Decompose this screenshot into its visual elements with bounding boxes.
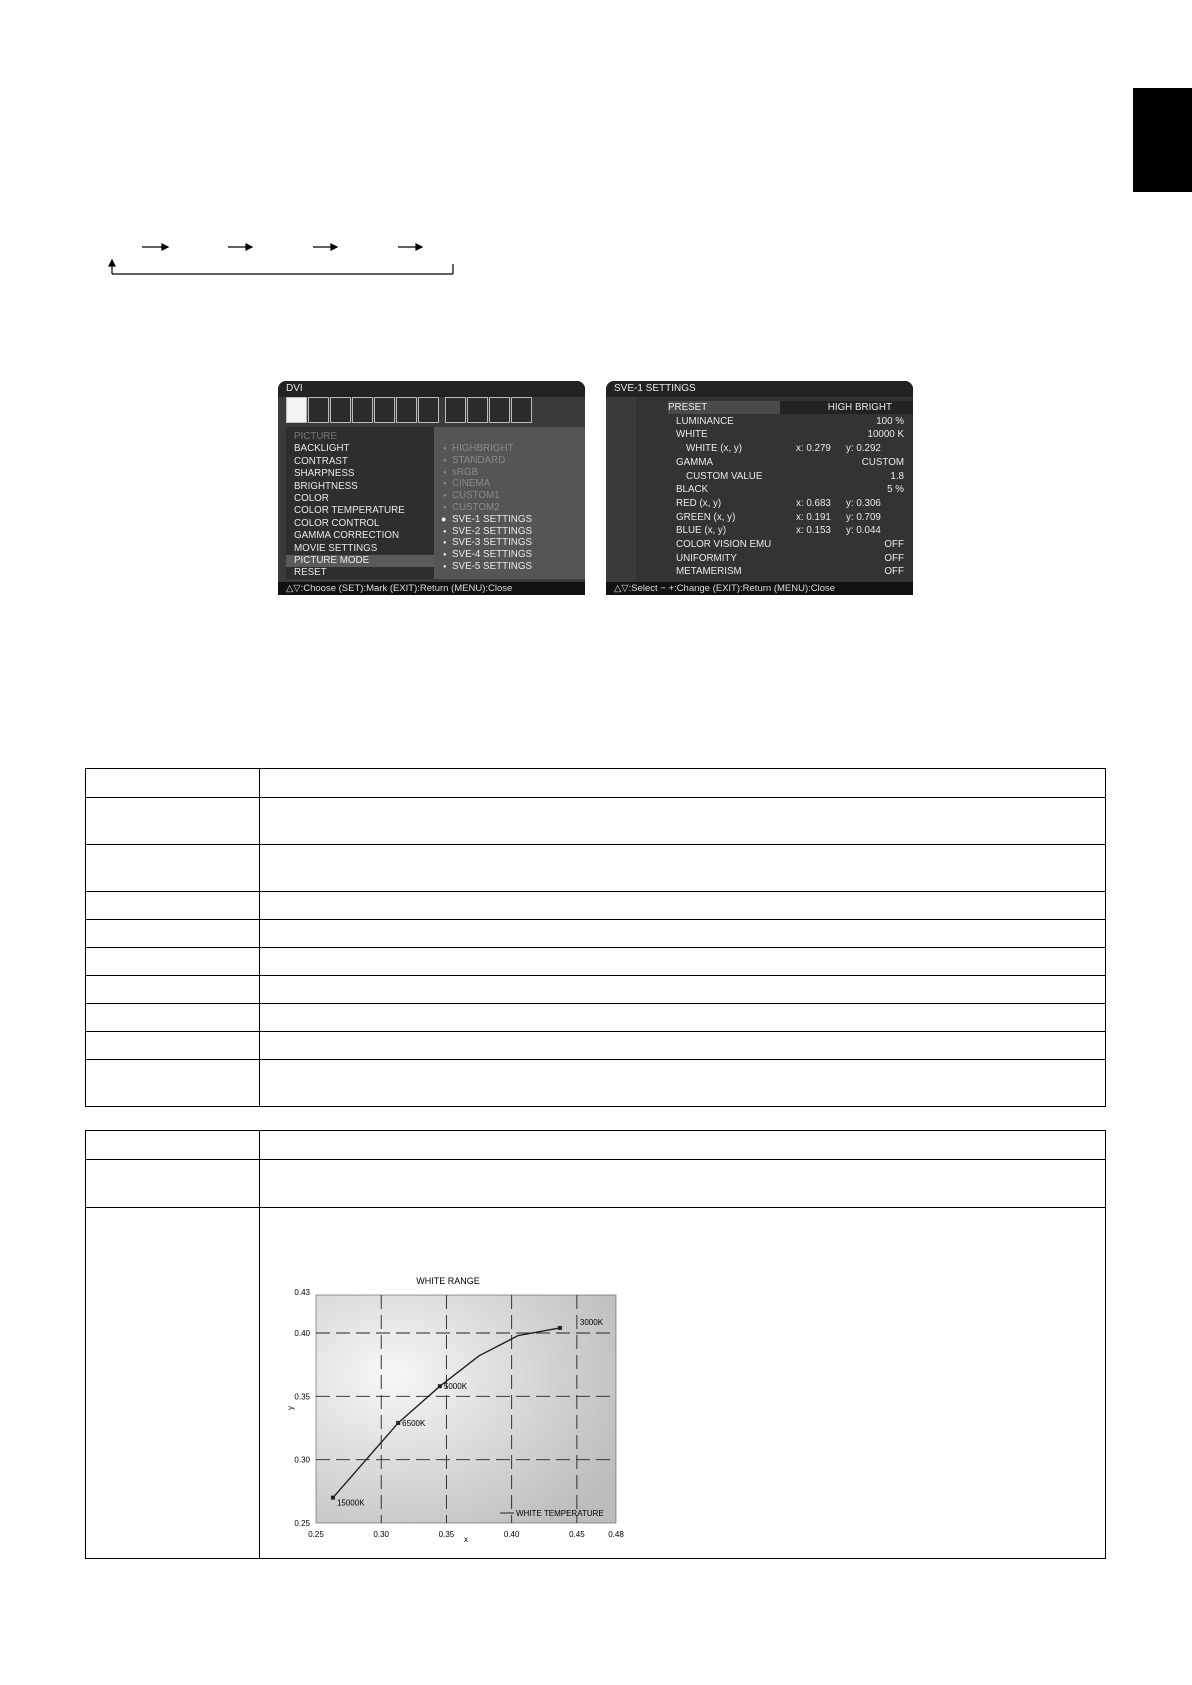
- temperature-marker: [438, 1384, 442, 1388]
- settings-y-value: y: 0.306: [846, 497, 881, 509]
- menu-item[interactable]: BACKLIGHT: [294, 443, 350, 455]
- osd-help-footer: △▽:Choose (SET):Mark (EXIT):Return (MENU):Close: [278, 582, 585, 595]
- settings-row[interactable]: [676, 442, 913, 455]
- menu-item[interactable]: BRIGHTNESS: [294, 480, 358, 492]
- settings-label: WHITE: [676, 429, 708, 441]
- picture-tab-icon[interactable]: [286, 397, 307, 423]
- menu-tab-icon[interactable]: [308, 397, 329, 423]
- settings-row[interactable]: [676, 565, 913, 578]
- settings-label: UNIFORMITY: [676, 552, 737, 564]
- settings-label: GAMMA: [676, 456, 714, 468]
- table-cell: [86, 976, 260, 1004]
- menu-tab-icon[interactable]: [489, 397, 510, 423]
- plot-area: [316, 1295, 616, 1523]
- settings-x-value: x: 0.279: [796, 443, 831, 455]
- submenu-item[interactable]: ● CINEMA: [452, 478, 490, 490]
- table-cell: [86, 845, 260, 892]
- temperature-marker: [396, 1421, 400, 1425]
- x-tick-label: 0.25: [308, 1530, 324, 1539]
- osd-settings-title: SVE-1 SETTINGS: [606, 381, 913, 397]
- settings-value: 5 %: [887, 484, 904, 496]
- menu-tab-icon[interactable]: [352, 397, 373, 423]
- menu-item[interactable]: GAMMA CORRECTION: [294, 530, 400, 542]
- menu-tab-icon[interactable]: [330, 397, 351, 423]
- settings-value: 10000 K: [867, 429, 904, 441]
- settings-row[interactable]: [676, 456, 913, 469]
- settings-row[interactable]: [676, 524, 913, 537]
- menu-item[interactable]: COLOR CONTROL: [294, 517, 380, 529]
- settings-list: [636, 397, 913, 582]
- submenu-item[interactable]: ● CUSTOM2: [452, 502, 500, 514]
- settings-value: HIGH BRIGHT: [827, 402, 892, 413]
- y-tick-label: 0.25: [294, 1519, 310, 1528]
- settings-row[interactable]: [676, 470, 913, 483]
- settings-row[interactable]: [676, 497, 913, 510]
- white-range-chart: [284, 1270, 644, 1545]
- menu-tab-icon[interactable]: [396, 397, 417, 423]
- settings-label: COLOR VISION EMU: [676, 539, 772, 550]
- y-axis-label: y: [286, 1406, 295, 1410]
- menu-item[interactable]: CONTRAST: [294, 455, 348, 467]
- marker-label: 15000K: [336, 1498, 365, 1508]
- table-cell: [86, 1004, 260, 1032]
- table-cell: [86, 1131, 260, 1160]
- table-cell: [260, 845, 1106, 892]
- white-range-svg: [284, 1270, 644, 1545]
- osd-menu-list: [286, 427, 434, 579]
- osd-icon-bar: [286, 397, 533, 423]
- submenu-item[interactable]: ● SVE-5 SETTINGS: [452, 561, 532, 573]
- settings-row[interactable]: [676, 538, 913, 551]
- settings-label: BLUE (x, y): [676, 525, 727, 537]
- settings-row[interactable]: [676, 415, 913, 428]
- settings-y-value: y: 0.709: [846, 511, 881, 523]
- settings-value: 1.8: [890, 470, 904, 482]
- table-cell: [260, 1004, 1106, 1032]
- menu-item[interactable]: SHARPNESS: [294, 468, 355, 480]
- menu-item[interactable]: PICTURE MODE: [286, 555, 434, 567]
- table-cell: [260, 920, 1106, 948]
- table-cell: [86, 892, 260, 920]
- settings-x-value: x: 0.191: [796, 511, 831, 523]
- legend-label: WHITE TEMPERATURE: [516, 1509, 604, 1518]
- table-cell: [260, 798, 1106, 845]
- submenu-item[interactable]: ● sRGB: [452, 467, 478, 479]
- settings-row[interactable]: [676, 552, 913, 565]
- table-cell: [86, 920, 260, 948]
- marker-label: 3000K: [579, 1317, 604, 1327]
- menu-item[interactable]: PICTURE: [294, 431, 338, 442]
- submenu-item[interactable]: ● SVE-2 SETTINGS: [452, 526, 532, 538]
- menu-item[interactable]: MOVIE SETTINGS: [294, 542, 378, 554]
- temperature-marker: [331, 1496, 335, 1500]
- settings-value: OFF: [884, 539, 904, 550]
- osd-help-footer: △▽:Select − +:Change (EXIT):Return (MENU):Close: [606, 582, 913, 595]
- submenu-item[interactable]: ● SVE-3 SETTINGS: [452, 537, 532, 549]
- table-cell: [86, 948, 260, 976]
- menu-item[interactable]: COLOR TEMPERATURE: [294, 505, 405, 517]
- settings-value: OFF: [884, 566, 904, 578]
- table-cell: [86, 1160, 260, 1208]
- settings-row[interactable]: [676, 511, 913, 524]
- settings-value: 100 %: [876, 415, 904, 427]
- settings-label: RED (x, y): [676, 497, 722, 509]
- y-tick-label: 0.30: [294, 1455, 310, 1465]
- settings-label: METAMERISM: [676, 566, 742, 578]
- table-cell: [260, 1032, 1106, 1060]
- y-tick-label: 0.43: [294, 1288, 310, 1297]
- settings-label: WHITE (x, y): [686, 443, 743, 455]
- table-cell: [86, 1208, 260, 1559]
- table-cell: [86, 769, 260, 798]
- menu-tab-icon[interactable]: [374, 397, 395, 423]
- settings-label: BLACK: [676, 484, 709, 496]
- settings-label: GREEN (x, y): [676, 511, 736, 523]
- marker-label: 5000K: [443, 1382, 468, 1392]
- marker-label: 6500K: [402, 1418, 426, 1428]
- table-cell: [260, 1160, 1106, 1208]
- submenu-item[interactable]: ● SVE-4 SETTINGS: [452, 549, 532, 561]
- menu-item[interactable]: COLOR: [294, 493, 329, 504]
- settings-y-value: y: 0.044: [846, 525, 881, 537]
- menu-tab-icon[interactable]: [445, 397, 466, 423]
- table-cell: [260, 1131, 1106, 1160]
- osd-input-title: DVI: [278, 381, 585, 397]
- table-cell: [260, 1060, 1106, 1107]
- settings-row[interactable]: [676, 428, 913, 441]
- menu-tab-icon[interactable]: [418, 397, 439, 423]
- table-cell: [86, 798, 260, 845]
- x-tick-label: 0.35: [438, 1530, 455, 1539]
- table-cell: [86, 1060, 260, 1107]
- section-tab-marker: [1133, 88, 1192, 192]
- submenu-item[interactable]: ● SVE-1 SETTINGS: [452, 514, 532, 526]
- table-cell: [260, 892, 1106, 920]
- chart-title: WHITE RANGE: [416, 1276, 480, 1286]
- table-cell: [260, 948, 1106, 976]
- table-cell: [86, 1032, 260, 1060]
- x-tick-label: 0.30: [373, 1530, 390, 1539]
- table-cell: [260, 769, 1106, 798]
- osd-picture-menu: [278, 381, 585, 595]
- osd-submenu-list: [434, 427, 585, 579]
- settings-label: PRESET: [668, 402, 708, 413]
- settings-table-1: [85, 768, 1106, 1107]
- x-tick-label: 0.40: [503, 1530, 520, 1539]
- settings-x-value: x: 0.683: [796, 497, 831, 509]
- y-tick-label: 0.35: [294, 1392, 310, 1402]
- osd-sve1-settings: [606, 381, 913, 595]
- temperature-marker: [558, 1326, 562, 1330]
- table-cell: [260, 976, 1106, 1004]
- x-tick-label: 0.45: [569, 1530, 585, 1539]
- y-tick-label: 0.40: [294, 1329, 310, 1338]
- menu-item[interactable]: RESET: [294, 567, 327, 579]
- submenu-item[interactable]: ● HIGHBRIGHT: [452, 443, 514, 455]
- settings-label: LUMINANCE: [676, 415, 734, 427]
- menu-tab-icon[interactable]: [467, 397, 488, 423]
- submenu-item[interactable]: ● CUSTOM1: [452, 490, 500, 502]
- submenu-item[interactable]: ● STANDARD: [452, 455, 505, 467]
- settings-value: CUSTOM: [861, 456, 904, 468]
- x-tick-label: 0.48: [608, 1530, 624, 1539]
- settings-row[interactable]: [668, 401, 913, 414]
- settings-x-value: x: 0.153: [796, 525, 831, 537]
- menu-flow-diagram: [100, 236, 460, 306]
- settings-y-value: y: 0.292: [846, 443, 881, 455]
- settings-row[interactable]: [676, 483, 913, 496]
- x-axis-label: x: [464, 1535, 468, 1544]
- settings-label: CUSTOM VALUE: [686, 470, 763, 482]
- menu-tab-icon[interactable]: [511, 397, 532, 423]
- settings-value: OFF: [884, 552, 904, 564]
